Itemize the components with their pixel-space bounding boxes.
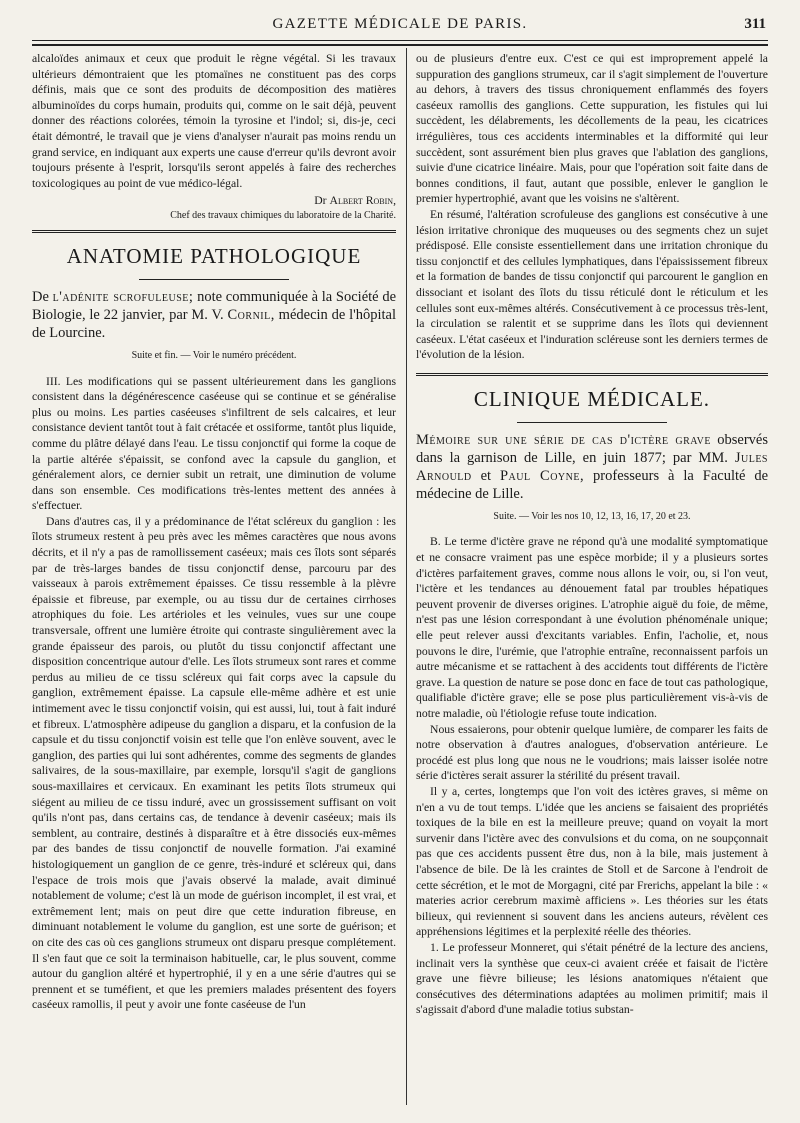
section-rule	[416, 373, 768, 376]
body-paragraph: B. Le terme d'ictère grave ne répond qu'à une modalité symptomatique et ne consacre vraiment pas une espèce morbide; il y a plusieurs sortes d'ictères parfaitement graves, comme nous allons le voir, ou, si l'on veut, l'ictère et les tendances au dénouement fatal par troubles hépatiques peuvent provenir de diverses origines. L'atrophie aiguë du foie, de même, n'est pas une lésion correspondant à une évolution phénoménale unique; elle peut relever aussi d'excitants variables. Enfin, l'acholie, et, nous pouvons le dire, l'urémie, que l'atrophie entraîne, reconnaissent parfois un autre mécanisme et se rattachent à des accidents tout différents de l'ictère grave. La question de nature se pose donc en face de tout cas pathologique, qualifiable d'ictère grave; elle se pose plus particulièrement vis-à-vis de notre maladie, où l'étiologie refuse toute indication.	[416, 535, 768, 720]
heading-title: l'adénite scrofuleuse;	[52, 288, 194, 305]
body-paragraph: Il y a, certes, longtemps que l'on voit des ictères graves, si même on n'en a vu de tout temps. L'idée que les anciens se faisaient des propriétés toxiques de la bile en est la meilleure preuve; quand on voyait la mort survenir dans l'ictère avec des convulsions et du coma, on ne soupçonnait pas que ces accidents pussent être dus, non à la bile, mais justement à l'absence de bile. De là les craintes de Stoll et de Sarcone à l'endroit de cette sécrétion, et le mot de Morgagni, cité par Frerichs, appelant la bile : « materies acrior cerebrum maximè afficiens ». Les théories sur les états bilieux, qui reviennent si souvent dans les anciens auteurs, révèlent ces appréhensions légitimes et la perplexité réelle des théories.	[416, 784, 768, 939]
heading-de: De	[32, 288, 49, 305]
continuation-note: Suite. — Voir les nos 10, 12, 13, 16, 17, 20 et 23.	[493, 510, 691, 522]
body-paragraph: Nous essaierons, pour obtenir quelque lumière, de comparer les faits de notre observation à d'autres analogues, d'observation antérieure. Le procédé est plus long que nous ne le voudrions; mais laisser isolée notre série d'ictères serait assurer la stérilité du présent travail.	[416, 722, 768, 783]
page-number: 311	[744, 16, 766, 32]
body-paragraph: 1. Le professeur Monneret, qui s'était pénétré de la lecture des anciens, inclinait vers la synthèse que ceux-ci avaient créée et faisait de l'ictère grave une fièvre bilieuse; les lésions anatomiques n'étaient que consécutives des déterminations adaptées au molimen primitif; mais il s'agissait d'abord d'une maladie totius substan-	[416, 940, 768, 1017]
section-rule	[32, 230, 396, 233]
section-title-clinique: CLINIQUE MÉDICALE.	[473, 386, 711, 411]
article-heading-ictere	[416, 431, 768, 503]
signature-name: Albert Robin,	[329, 194, 396, 208]
signature-role: Chef des travaux chimiques du laboratoire de la Charité.	[170, 209, 396, 221]
body-paragraph: Dans d'autres cas, il y a prédominance de l'état scléreux du ganglion : les îlots strumeux restent à peu près avec les mêmes caractères que nous avons décrits, et il n'y a pas de ramollissement caséeux; mais ces îlots sont séparés par de très-larges bandes de tissu conjonctif dense, parcouru par des vaisseaux à parois extrêmement épaisses. Ce tissu ressemble à la plèvre épaissie et fibreuse, par exemple, ou au tissu dur de certaines cirrhoses atrophiques du foie. Les artérioles et les veinules, vues sur une coupe transversale, offrent une lumière étroite qui contraste singulièrement avec la grande épaisseur des parois, ou plutôt du tissu conjonctif affectant une disposition concentrique autour d'elle. Les îlots strumeux sont rares et comme perdus au milieu de ce tissu scléreux qui fait corps avec la capsule du ganglion, extrêmement épaisse. La capsule elle-même adhère et est unie intimement avec le tissu conjonctif voisin, qui est aussi, lui, tout à fait induré et fibreux. L'atmosphère adipeuse du ganglion a disparu, et la confusion de la capsule et du tissu conjonctif voisin est telle que l'on enlève souvent, avec le ganglion, des parties qui lui sont adhérentes, comme des segments de glandes salivaires, de la sous-maxillaire, par exemple, lorsqu'il s'agit de ganglions sous-maxillaires et cervicaux. En examinant les petits îlots strumeux qui siégent au milieu de ce tissu induré, avec un grossissement suffisant on voit qu'ils n'ont pas, dans certains cas, de tendance à devenir caséeux; mais ils semblent, au contraire, destinés à disparaître et à être dissociés eux-mêmes par des bandes de tissu conjonctif de nouvelle formation. J'ai examiné histologiquement un ganglion de ce genre, très-induré et scléreux qui, dans l'espace de trois mois que j'avais observé la malade, avait diminué notablement de volume; c'est là un mode de guérison incomplet, il est vrai, et extrêmement lent; mais on peut dire que cette induration fibreuse, en diminuant notablement le volume du ganglion, est une sorte de guérison; et on cite des cas où ces ganglions strumeux ont disparu presque complétement. Il s'en faut que ce soit la terminaison habituelle, car, le plus souvent, comme autour du ganglion altéré et hypertrophié, il y en a une série d'autres qui se prennent et se tuméfient, et que les premiers malades présentent des foyers caséeux ramollis, il peut y avoir une fonte caséeuse de l'un	[32, 514, 397, 1012]
page-header	[32, 16, 768, 38]
signature-prefix: Dr	[314, 194, 327, 208]
body-paragraph: III. Les modifications qui se passent ultérieurement dans les ganglions consistent dans la dégénérescence caséeuse qui se continue et se généralise plus ou moins. Les parties caséeuses s'infiltrent de sels calcaires, et leur consistance devient tantôt tout à fait crétacée et ossiforme, tantôt plus liquide, comme du plâtre délayé dans l'eau. Le tissu conjonctif qui forme la coque de la partie altérée s'épaissit, se confond avec la capsule du ganglion, et généralement alors, ce dernier subit un retrait, une diminution de volume dans son ensemble. Ces modifications très-lentes mettent des années à s'effectuer.	[32, 374, 396, 513]
heading-rest: observés dans la garnison de Lille, en juin 1877; par MM.	[416, 431, 768, 466]
heading-tail: professeurs à la Faculté de médecine de Lille.	[416, 467, 769, 502]
right-column	[416, 51, 768, 1018]
header-rule-thick	[32, 44, 768, 46]
section-title-underline	[517, 422, 667, 423]
continuation-note: Suite et fin. — Voir le numéro précédent.	[131, 349, 297, 361]
heading-author: Jules Arnould	[416, 449, 768, 484]
heading-author: Cornil,	[227, 306, 275, 323]
article-heading-adenite	[32, 288, 396, 342]
column-divider	[406, 48, 407, 1105]
section-title-anatomie: ANATOMIE PATHOLOGIQUE	[66, 243, 362, 268]
body-paragraph: ou de plusieurs d'entre eux. C'est ce qui est improprement appelé la suppuration des ganglions strumeux, car il s'agit simplement de l'ouverture au dehors, à travers des tissus chroniquement enflammés des foyers caséeux ramollis des ganglions. Cette suppuration, les fistules qui lui succèdent, les délabrements, les décollements de la peau, les cicatrices irrégulières, tous ces accidents interminables et la difformité qui leur succèdent, sont assurément bien plus graves que l'ablation des ganglions, suivie d'une cicatrice linéaire. Mais, pour que l'opération soit faite dans de bonnes conditions, il faut, autant que possible, enlever le ganglion le premier hypertrophié, avant que les voisins ne s'altèrent.	[416, 52, 768, 206]
section-title-underline	[139, 279, 289, 280]
intro-paragraph: alcaloïdes animaux et ceux que produit le règne végétal. Si les travaux ultérieurs démontraient que les ptomaïnes ne constituent pas des corps définis, mais que ce sont des produits de décomposition des matières albuminoïdes du corps humain, produits qui, comme on le sait déjà, peuvent donner des réactions colorées, témoin la tyrosine et l'indol; si, dis-je, ceci était démontré, le travail que je viens d'analyser n'aurait pas moins rendu un grand service, en indiquant aux experts une cause d'erreur qu'ils devront avoir toujours présente à l'esprit, lorsqu'ils seront appelés à faire des recherches toxicologiques au point de vue médico-légal.	[32, 52, 396, 190]
left-column	[32, 51, 396, 1013]
heading-author: Paul Coyne,	[499, 467, 585, 484]
signature	[32, 193, 396, 209]
heading-tail: médecin de l'hôpital de Lourcine.	[32, 306, 397, 341]
running-title: GAZETTE MÉDICALE DE PARIS.	[272, 16, 528, 32]
heading-title: Mémoire sur une série de cas d'ictère grave	[416, 431, 711, 448]
header-rule	[32, 40, 768, 41]
heading-and: et	[480, 467, 492, 484]
body-paragraph: En résumé, l'altération scrofuleuse des ganglions est consécutive à une lésion irritative chronique des muqueuses ou des segments chez un sujet prédisposé. Elle consiste essentiellement dans une irritation chronique du tissu conjonctif et des cellules lymphatiques, dans l'épaississement fibreux et la formation de bandes de tissu conjonctif qui parcourent le ganglion en dissociant et isolant des îlots du tissu réticulé dont le réticulum et les cellules sont eux-mêmes altérés. Consécutivement à ce processus très-lent, la circulation se ralentit et se supprime dans les îlots qui deviennent caséeux. L'état caséeux et l'induration scléreuse sont les derniers termes de l'évolution de la lésion.	[416, 207, 768, 362]
heading-rest: note communiquée à la Société de Biologie, le 22 janvier, par M. V.	[32, 288, 397, 323]
